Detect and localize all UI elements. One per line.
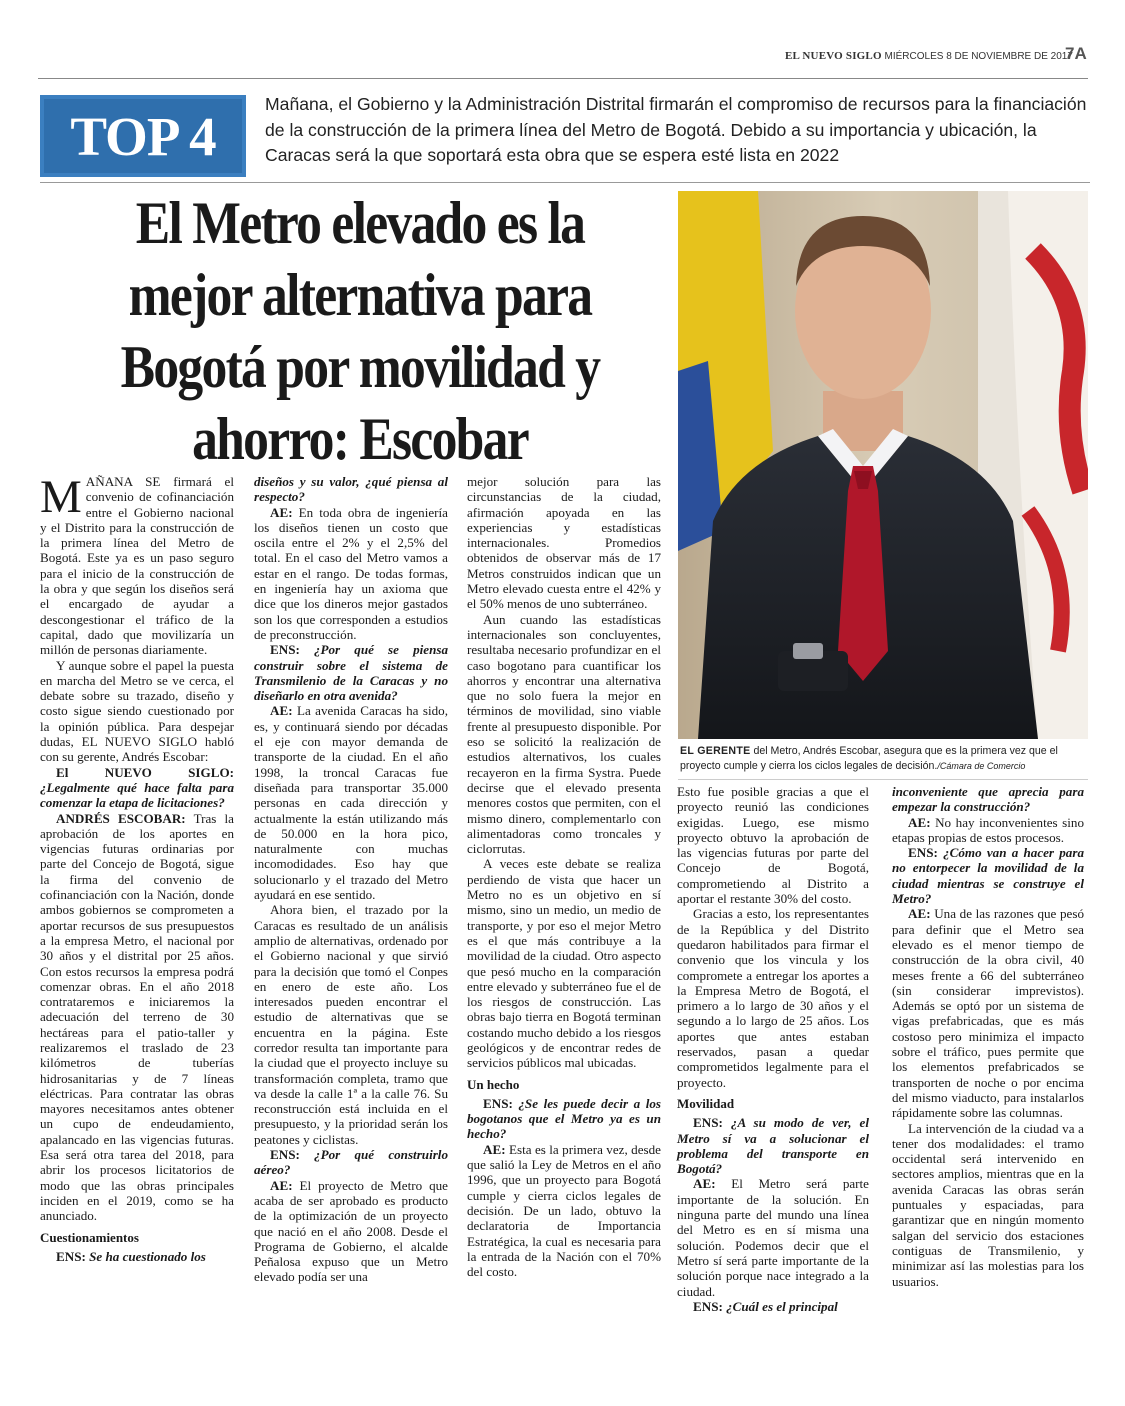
question [677, 1299, 869, 1314]
subheading: Movilidad [677, 1095, 735, 1111]
question [892, 845, 1084, 906]
answer-text: El Metro será parte importante de la solución. En ninguna parte del mundo una línea del Metro es en sí misma una solución. Podemos decir que el Metro sí será parte importante de la solución porque nace integrado a la ciudad. [677, 1176, 869, 1299]
portrait-photo [678, 191, 1088, 739]
article-column-4 [677, 784, 869, 1314]
answer-label: AE: [270, 504, 293, 520]
caption-text: del Metro, Andrés Escobar, asegura que es la primera vez que el proyecto cumple y cierra los ciclos legales de decisión. [680, 745, 1058, 772]
subheading: Un hecho [467, 1076, 520, 1092]
answer [254, 1178, 448, 1285]
answer-text: Esta es la primera vez, desde que salió la Ley de Metros en el año 1996, que un proyecto para Bogotá cumple y cierra ciclos legales de decisión. De un lado, obtuvo la declaratoria de Importancia Estratégica, la cual es necesaria para la entrada de la Nación con el 70% del costo. [467, 1141, 661, 1280]
answer-label: AE: [270, 703, 293, 719]
newspaper-name: EL NUEVO SIGLO [785, 50, 882, 62]
caption-rule [678, 779, 1088, 780]
caption-lead: EL GERENTE [680, 745, 751, 757]
drop-cap: M [40, 471, 82, 523]
paragraph: A veces este debate se realiza perdiendo de vista que hacer un Metro no es un objetivo en sí mismo, sino un medio, un medio de transporte, y por eso el mejor Metro es el que más contribuye a la movilidad de la ciudad. Otro aspecto que pesó mucho en la comparación entre elevado y subterráneo fue el de los riesgos de construcción. Las obras bajo tierra en Bogotá terminan costando mucho debido a los riesgos geológicos y de encontrar redes de servicios públicos mal ubicadas. [467, 856, 661, 1071]
answer [677, 1176, 869, 1298]
answer-text: Una de las razones que pesó para definir que el Metro sea elevado es el menor tiempo de construcción de la obra civil, 40 meses frente a 66 del subterráneo (sin considerar imprevistos). Además se optó por un sistema de vigas prefabricadas, que es más costoso pero minimiza el impacto sobre el tráfico, pues permite que los elementos prefabricados se transporten de noche o por encima del mismo viaducto, para instalarlos rápidamente sobre las columnas. [892, 906, 1084, 1121]
answer-label: AE: [908, 906, 931, 922]
answer-label: AE: [270, 1177, 293, 1193]
paragraph: Ahora bien, el trazado por la Caracas es resultado de un análisis amplio de alternativas, ordenado por el Gobierno nacional y que sirvió para la decisión que tomó el Conpes en enero de este año. Los interesados pueden encontrar el estudio de alternativas que se encuentra en la página. Este corredor resulta tan importante para la ciudad que el proyecto incluye su transformación completa, tramo que va desde la calle 1ª a la calle 76. Su reconstrucción está incluida en el presupuesto, y la prioridad serán los peatones y ciclistas. [254, 902, 448, 1147]
paragraph: Aun cuando las estadísticas internacionales son concluyentes, resultaba necesario profundizar en el caso bogotano para cuantificar los ahorros y encontrar una alternativa que no solo fuera la mejor en términos de movilidad, sino viable frente al presupuesto disponible. Por eso se solicitó la realización de estudios alternativos, los cuales recayeron en la firma Systra. Puede decirse que el elevado presenta menores costos que permiten, con el mismo dinero, complementarlo con alimentadoras como troncales y ciclorrutas. [467, 611, 661, 857]
answer-text: La avenida Caracas ha sido, es, y continuará siendo por décadas el eje con mayor demanda de transporte de la ciudad. En el año 1998, la troncal Caracas fue diseñada para transportar 35.000 personas en cada dirección y actualmente la están utilizando más de 50.000 en la hora pico, naturalmente con muchas incomodidades. Eso hay que solucionarlo y el trazado del Metro ayudará en ese sentido. [254, 703, 448, 903]
question-label: ENS: [693, 1115, 723, 1131]
question-text: ¿Se les puede decir a los bogotanos que el Metro ya es un hecho? [467, 1095, 661, 1142]
answer-text: El proyecto de Metro que acaba de ser aprobado es producto de la optimización de un proyecto que nació en el año 2008. Desde el Programa de Gobierno, el alcalde Peñalosa expuso que un Metro elevado podía ser una [254, 1177, 448, 1285]
answer [892, 906, 1084, 1120]
question-label: ENS: [693, 1298, 723, 1314]
answer [467, 1142, 661, 1280]
question-label: ENS: [56, 1248, 86, 1264]
paragraph: Gracias a esto, los representantes de la República y del Distrito quedaron habilitados para firmar el convenio que los vincula y los compromete a entregar los aportes a la Empresa Metro de Bogotá, el primero a lo largo de 30 años y el segundo a lo largo de 25 años. Los aportes que antes estaban reservados, pasan a quedar comprometidos legalmente para el proyecto. [677, 906, 869, 1090]
question-text: Se ha cuestionado los [85, 1248, 206, 1264]
masthead-rule [38, 78, 1088, 79]
question-text: ¿Legalmente qué hace falta para comenzar la etapa de licitaciones? [40, 779, 234, 811]
subheading: Cuestionamientos [40, 1229, 139, 1245]
question-label: ENS: [908, 845, 938, 861]
paragraph: mejor solución para las circunstancias de la ciudad, afirmación apoyada en las experiencias y estadísticas internacionales. Promedios obtenidos de observar más de 17 Metros construidos indican que un Metro elevado cuesta entre el 42% y el 50% menos de uno subterráneo. [467, 474, 661, 612]
question-text: ¿Cuál es el principal [722, 1298, 838, 1314]
section-rule [40, 182, 1090, 183]
answer [892, 815, 1084, 846]
paragraph-text: AÑANA SE firmará el convenio de cofinanciación entre el Gobierno nacional y el Distrito para la construcción de la primera línea del Metro de Bogotá. Este ya es un paso seguro para el inicio de la construcción de la obra y que según los diseños será el encargado de ayudar a descongestionar el tráfico de la capital, dado que movilizaría un millón de personas diariamente. [40, 474, 234, 658]
question-label: ENS: [483, 1095, 513, 1111]
question-text: ¿Cómo van a hacer para no entorpecer la movilidad de la ciudad mientras se construye el Metro? [892, 845, 1084, 907]
answer-label: AE: [693, 1176, 716, 1192]
answer [254, 505, 448, 643]
question-text: ¿Por qué construirlo aéreo? [254, 1147, 448, 1178]
question-continued: diseños y su valor, ¿qué piensa al respecto? [254, 474, 448, 505]
article-column-5 [892, 784, 1084, 1289]
article-column-3 [467, 474, 661, 1279]
question [677, 1115, 869, 1176]
question-continued: inconveniente que aprecia para empezar la construcción? [892, 784, 1084, 815]
article-column-1 [40, 471, 234, 1264]
answer-text: En toda obra de ingeniería los diseños tienen un costo que oscila entre el 2% y el 2,5% del total. En el caso del Metro vamos a estar en el rango. De todas formas, en ingeniería hay un axioma que dice que los dineros mejor gastados son los que corresponden a estudios de preconstrucción. [254, 504, 448, 642]
answer-label: ANDRÉS ESCOBAR: [56, 810, 186, 826]
question-label: ENS: [270, 642, 300, 658]
issue-date: MIÉRCOLES 8 DE NOVIEMBRE DE 2017 [884, 51, 1073, 62]
photo-credit: /Cámara de Comercio [937, 760, 1026, 771]
question [254, 642, 448, 703]
paragraph: Esto fue posible gracias a que el proyecto reunió las condiciones exigidas. Luego, ese mismo proyecto obtuvo la aprobación de las vigencias futuras por parte del Concejo de Bogotá, comprometiendo al Distrito a aportar el restante 30% del costo. [677, 784, 869, 907]
question-label: ENS: [270, 1147, 300, 1163]
question [40, 765, 234, 811]
question-text: ¿A su modo de ver, el Metro sí va a solucionar el problema del transporte en Bogotá? [677, 1115, 869, 1177]
photo-caption [680, 744, 1088, 773]
answer-label: AE: [908, 814, 931, 830]
section-badge-label: TOP 4 [70, 105, 216, 167]
answer-label: AE: [483, 1141, 506, 1157]
answer-text: Tras la aprobación de los aportes en vigencias futuras ordinarias por parte del Concejo de Bogotá, sigue la firma del convenio de cofinanciación con la Nación, donde ambos gobiernos se comprometen a aportar recursos de sus presupuestos a la empresa Metro, el nacional por 30 años y el distrital por 25 años. Con estos recursos la empresa podrá comenzar obras. En el año 2018 contrataremos e iniciaremos la adecuación del terreno de 30 hectáreas para el patio-taller y realizaremos el traslado de 23 kilómetros de tuberías hidrosanitarias y de 7 líneas eléctricas. Para contratar las obras mayores necesitamos antes obtener un cupo de endeudamiento, apalancado en las vigencias futuras. Esa será otra tarea del 2018, para abrir los procesos licitatorios de modo que las obras principales inciden en el 2019, como se ha anunciado. [40, 810, 234, 1224]
question [467, 1096, 661, 1142]
answer-text: No hay inconvenientes sino etapas propias de estos procesos. [892, 814, 1084, 845]
article-column-2 [254, 474, 448, 1285]
portrait-illustration [678, 191, 1088, 739]
kicker-text: Mañana, el Gobierno y la Administración Distrital firmarán el compromiso de recursos para la financiación de la construcción de la primera línea del Metro de Bogotá. Debido a su importancia y ubicación, la Caracas será la que soportará esta obra que se espera esté lista en 2022 [265, 94, 1087, 165]
section-badge [40, 95, 246, 177]
question [40, 1249, 234, 1264]
paragraph: La intervención de la ciudad va a tener dos modalidades: el tramo occidental será intervenido en sectores amplios, mientras que en la avenida Caracas las obras serán puntuales y espaciadas, para garantizar que en ningún momento salgan del servicio dos estaciones contiguas de Transmilenio, y minimizar así las molestias para los usuarios. [892, 1120, 1084, 1289]
masthead [785, 44, 1087, 74]
answer [254, 703, 448, 902]
question [254, 1147, 448, 1178]
headline: El Metro elevado es la mejor alternativa para Bogotá por movilidad y ahorro: Escobar [120, 190, 600, 472]
paragraph [40, 471, 234, 658]
answer [40, 811, 234, 1224]
page-number: 7A [1065, 44, 1087, 63]
question-label: El NUEVO SIGLO: [56, 764, 234, 780]
question-text: ¿Por qué se piensa construir sobre el sistema de Transmilenio de la Caracas y no diseñarlo en otra avenida? [254, 642, 448, 704]
paragraph: Y aunque sobre el papel la puesta en marcha del Metro se ve cerca, el debate sobre su trazado, diseño y costo sigue siendo cuestionado por la opinión pública. Para despejar dudas, EL NUEVO SIGLO habló con su gerente, Andrés Escobar: [40, 657, 234, 765]
